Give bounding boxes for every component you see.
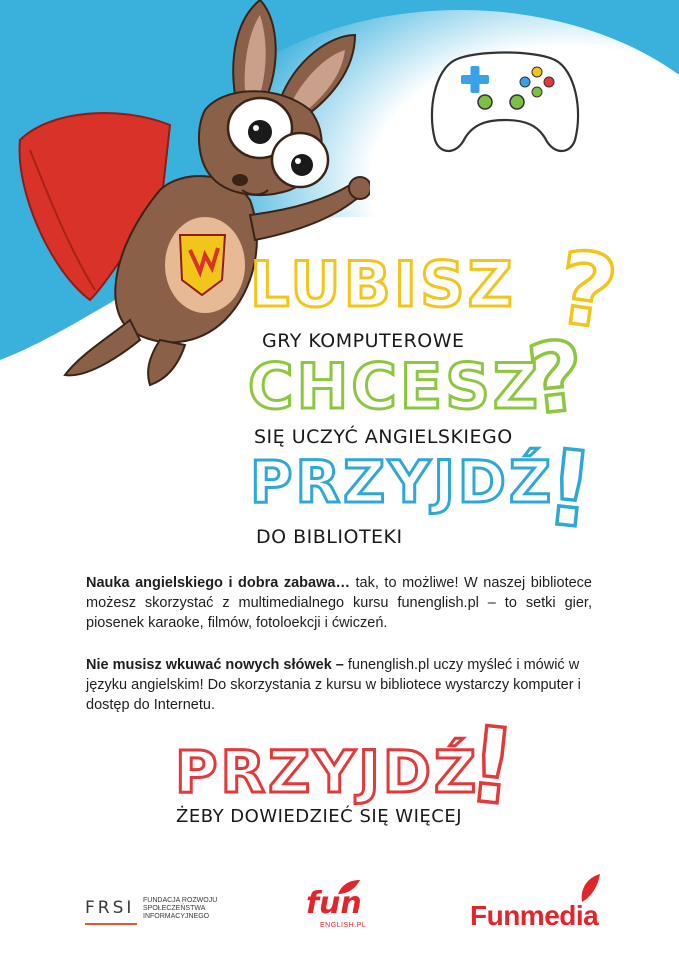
fun-wordmark: fun	[306, 886, 362, 921]
paragraph-details-bold: Nie musisz wkuwać nowych słówek –	[86, 657, 344, 673]
cta-subline: ŻEBY DOWIEDZIEĆ SIĘ WIĘCEJ	[176, 806, 463, 827]
headline-przyjdz: PRZYJDŹ	[250, 448, 555, 516]
cta-przyjdz: PRZYJDŹ	[175, 738, 480, 806]
gamepad-icon	[425, 30, 585, 160]
paragraph-details-text: funenglish.pl uczy myśleć i mówić w języku angielskim! Do skorzystania z kursu w bibliotece wystarczy komputer i dostęp do Internetu.	[86, 657, 581, 713]
paragraph-intro-text: tak, to możliwe! W naszej bibliotece możesz skorzystać z multimedialnego kursu funenglish.pl – to setki gier, piosenek karaoke, filmów, fotoloekcji i ćwiczeń.	[86, 575, 592, 631]
frsi-underline	[85, 923, 137, 925]
subline-sie-uczyc: SIĘ UCZYĆ ANGIELSKIEGO	[254, 426, 513, 448]
frsi-full-name: FUNDACJA ROZWOJU SPOŁECZEŃSTWA INFORMACYJNEGO	[143, 897, 218, 920]
subline-do-biblioteki: DO BIBLIOTEKI	[256, 526, 403, 548]
paragraph-intro-bold: Nauka angielskiego i dobra zabawa…	[86, 575, 350, 591]
frsi-acronym: FRSI	[85, 898, 135, 918]
headline-lubisz: LUBISZ	[250, 248, 516, 321]
funmedia-wordmark: Funmedia	[470, 900, 599, 931]
funenglish-logo	[302, 878, 374, 934]
exclamation-mark-blue: !	[539, 425, 600, 553]
paragraph-intro	[86, 573, 592, 633]
fun-subtext: ENGLISH.PL	[320, 922, 367, 929]
question-mark-yellow: ?	[550, 228, 624, 353]
exclamation-mark-red: !	[461, 702, 522, 830]
subline-gry-komputerowe: GRY KOMPUTEROWE	[262, 330, 465, 352]
headline-chcesz: CHCESZ	[248, 350, 541, 423]
paragraph-details	[86, 655, 592, 715]
funmedia-logo	[470, 872, 620, 934]
question-mark-green: ?	[522, 319, 590, 437]
